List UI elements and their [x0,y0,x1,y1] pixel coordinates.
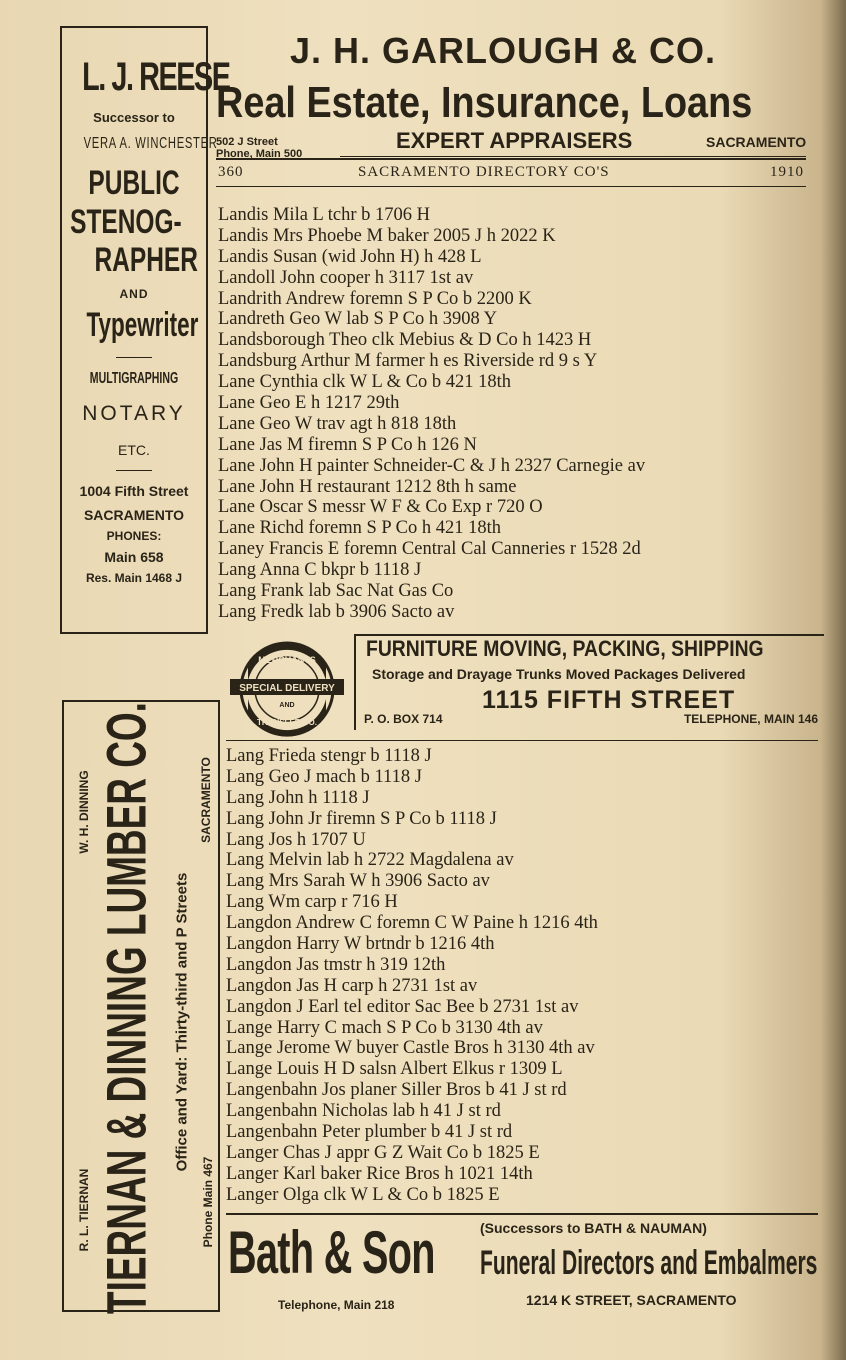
list-item: Lane John H painter Schneider-C & J h 2327 Carnegie av [218,455,646,476]
reese-phone-main: Main 658 [104,549,164,565]
mover-headline: FURNITURE MOVING, PACKING, SHIPPING [366,636,764,661]
list-item: Langenbahn Jos planer Siller Bros b 41 J st rd [226,1080,567,1101]
list-item: Lane Oscar S messr W F & Co Exp r 720 O [218,497,543,518]
lumber-yard: Office and Yard: Thirty-third and P Streets [173,872,191,1172]
reese-divider [116,357,152,358]
list-item: Langenbahn Peter plumber b 41 J st rd [226,1122,513,1143]
mover-telephone: TELEPHONE, MAIN 146 [683,712,818,726]
merchants-delivery-logo [228,641,346,737]
lumber-owner-top: W. H. DINNING [77,770,91,854]
list-item: Lang Fredk lab b 3906 Sacto av [218,601,455,622]
list-item: Lane Geo E h 1217 29th [218,393,400,414]
bath-business: Funeral Directors and Embalmers [480,1244,818,1282]
list-item: Lang Frieda stengr b 1118 J [226,746,432,766]
list-item: Landsborough Theo clk Mebius & D Co h 1423 H [218,330,592,351]
lumber-phone: Phone Main 467 [201,1156,215,1248]
bath-telephone: Telephone, Main 218 [278,1298,395,1312]
reese-phones-label: PHONES: [106,529,162,543]
reese-public: PUBLIC [88,164,180,202]
reese-ad [60,26,230,634]
reese-address: 1004 Fifth Street [79,483,189,499]
reese-successor-label: Successor to [93,110,175,125]
lumber-owner-bottom: R. L. TIERNAN [77,1168,91,1252]
list-item: Lane Geo W trav agt h 818 18th [218,413,457,434]
mover-ad-bottom-rule [226,740,818,741]
reese-divider-2 [116,470,152,471]
reese-rapher: RAPHER [94,241,198,279]
header-city: SACRAMENTO [706,134,807,150]
list-item: Langdon Andrew C foremn C W Paine h 1216 4th [226,913,598,934]
header-rule [216,158,806,160]
list-item: Lange Harry C mach S P Co b 3130 4th av [226,1017,543,1038]
mover-box: P. O. BOX 714 [364,712,443,726]
header-rule-thin [340,156,806,157]
header-tagline: EXPERT APPRAISERS [396,128,633,153]
header-street: 502 J Street [216,136,278,148]
logo-band-text: SPECIAL DELIVERY [239,683,335,694]
list-item: Landreth Geo W lab S P Co h 3908 Y [218,309,498,330]
reese-notary: NOTARY [82,402,186,425]
list-item: Landoll John cooper h 3117 1st av [218,267,474,288]
lumber-ad [62,700,220,1312]
bath-successors: (Successors to BATH & NAUMAN) [480,1220,707,1236]
list-item: Langer Chas J appr G Z Wait Co b 1825 E [226,1142,540,1163]
running-year: 1910 [770,164,804,180]
list-item: Lang Frank lab Sac Nat Gas Co [218,581,454,602]
mover-services: Storage and Drayage Trunks Moved Packages Delivered [372,666,746,682]
list-item: Langer Olga clk W L & Co b 1825 E [226,1184,500,1205]
list-item: Lange Louis H D salsn Albert Elkus r 1309 L [226,1059,563,1080]
list-item: Lang John h 1118 J [226,787,370,808]
list-item: Lang Wm carp r 716 H [226,892,398,913]
header-services: Real Estate, Insurance, Loans [216,78,753,127]
list-item: Landis Mrs Phoebe M baker 2005 J h 2022 K [218,225,556,246]
list-item: Langer Karl baker Rice Bros h 1021 14th [226,1163,533,1184]
header-phone: Phone, Main 500 [216,148,303,160]
running-title: SACRAMENTO DIRECTORY CO'S [358,164,610,180]
lumber-city: SACRAMENTO [199,757,213,843]
reese-city: SACRAMENTO [83,507,185,523]
bath-name: Bath & Son [228,1219,435,1286]
list-item: Lang Melvin lab h 2722 Magdalena av [226,850,514,871]
logo-bottom-text: TRANSFER CO. [257,718,317,727]
list-item: Lang Anna C bkpr b 1118 J [218,560,422,581]
listings-bottom [226,746,598,1206]
list-item: Lane Cynthia clk W L & Co b 421 18th [218,372,512,393]
listings-top [218,205,645,623]
reese-typewriter: Typewriter [86,306,199,344]
logo-top-text: MERCHANTS [258,655,316,665]
bath-address: 1214 K STREET, SACRAMENTO [526,1292,737,1308]
list-item: Lang Jos h 1707 U [226,829,366,850]
mover-address: 1115 FIFTH STREET [482,686,736,714]
list-item: Laney Francis E foremn Central Cal Canneries r 1528 2d [218,539,641,560]
list-item: Lane John H restaurant 1212 8th h same [218,476,517,497]
list-item: Lang Geo J mach b 1118 J [226,766,422,787]
header-street-block [216,136,302,160]
list-item: Langdon J Earl tel editor Sac Bee b 2731 1st av [226,996,579,1017]
mover-ad [354,634,824,730]
reese-stenog: STENOG- [70,203,182,241]
list-item: Lang John Jr firemn S P Co b 1118 J [226,808,497,829]
list-item: Landrith Andrew foremn S P Co b 2200 K [218,288,532,309]
list-item: Lang Mrs Sarah W h 3906 Sacto av [226,871,490,892]
logo-and-text: AND [279,702,295,709]
header-company: J. H. GARLOUGH & CO. [290,30,717,71]
reese-phone-res: Res. Main 1468 J [85,571,183,585]
list-item: Landis Mila L tchr b 1706 H [218,205,431,225]
list-item: Langenbahn Nicholas lab h 41 J st rd [226,1101,501,1122]
reese-predecessor: VERA A. WINCHESTER [83,135,218,152]
list-item: Landis Susan (wid John H) h 428 L [218,246,482,267]
reese-etc: ETC. [118,442,150,458]
lumber-name: TIERNAN & DINNING LUMBER CO. [94,702,158,1314]
running-head-rule [216,186,806,187]
list-item: Lange Jerome W buyer Castle Bros h 3130 4th av [226,1038,595,1059]
reese-and: AND [119,287,149,301]
list-item: Langdon Jas H carp h 2731 1st av [226,975,478,996]
page-number: 360 [218,164,244,180]
list-item: Landsburg Arthur M farmer h es Riverside rd 9 s Y [218,351,598,372]
list-item: Lane Richd foremn S P Co h 421 18th [218,518,501,539]
list-item: Langdon Harry W brtndr b 1216 4th [226,934,495,955]
list-item: Langdon Jas tmstr h 319 12th [226,954,446,975]
reese-multigraphing: MULTIGRAPHING [89,370,179,387]
list-item: Lane Jas M firemn S P Co h 126 N [218,434,477,455]
reese-name: L. J. REESE [82,55,230,99]
bath-ad-rule [226,1213,818,1215]
